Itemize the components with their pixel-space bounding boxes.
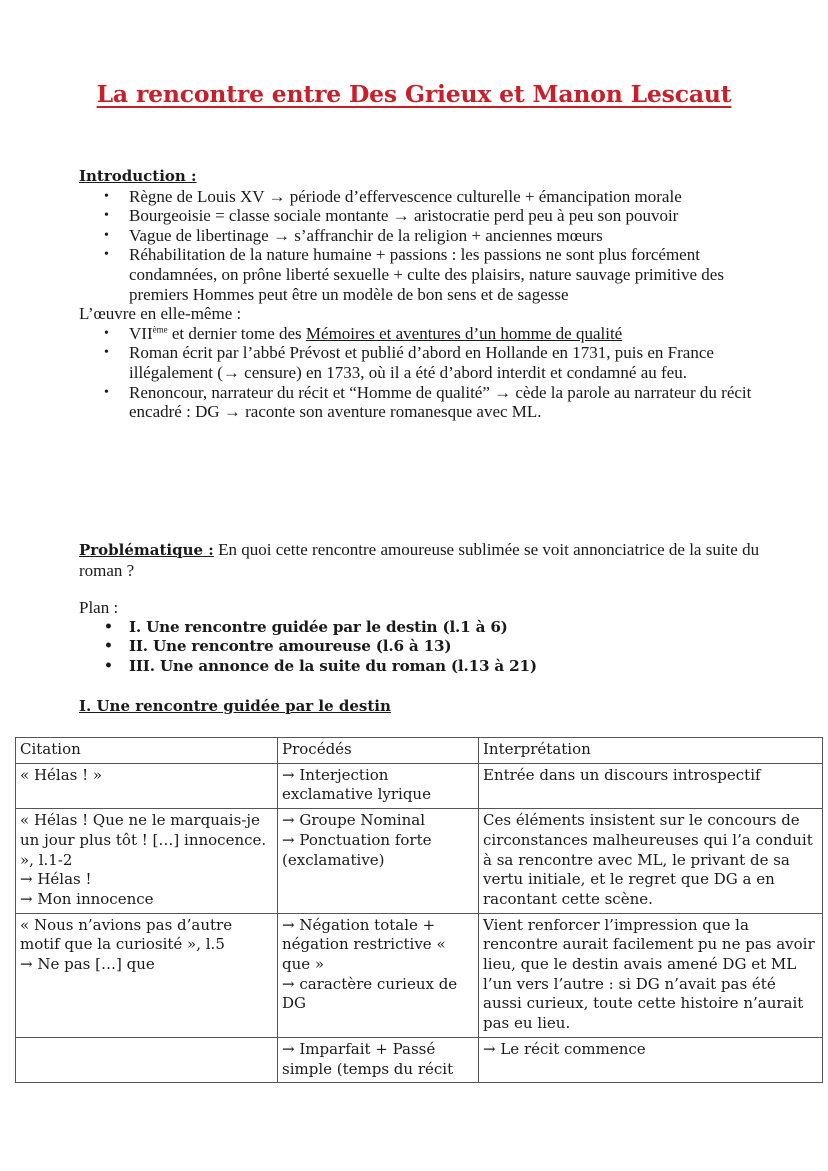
citation-cell [16,913,278,1037]
table-header-row [16,738,823,764]
introduction-section [79,167,779,422]
list-item: • Bourgeoisie = classe sociale montante → aristocratie perd peu à peu son pouvoir [129,206,779,226]
problematique-section [79,540,779,580]
analysis-table [15,737,823,1083]
plan-section [79,598,779,676]
plan-item: • II. Une rencontre amoureuse (l.6 à 13) [129,637,779,657]
volume-text: et dernier tome des [167,323,306,343]
plan-label: Plan : [79,598,119,617]
table-row [16,913,823,1037]
header-procedes: Procédés [278,738,479,764]
volume-number: VII [129,323,153,343]
list-item: • Roman écrit par l’abbé Prévost et publié d’abord en Hollande en 1731, puis en France illégalement (→ censure) en 1733, où il a été d’abord interdit et condamné au feu. [129,343,779,382]
citation-line: → Hélas ! [20,870,92,889]
citation-line: → Mon innocence [20,889,154,908]
problematique-label: Problématique : [79,541,214,559]
work-list [79,324,779,422]
work-title: Mémoires et aventures d’un homme de qualité [305,323,623,343]
procedes-cell [278,913,479,1037]
procede-line: → Négation totale + négation restrictive « que » [282,915,446,974]
list-item: • Renoncour, narrateur du récit et “Homme de qualité” → cède la parole au narrateur du récit encadré : DG → raconte son aventure romanesque avec ML. [129,383,779,422]
context-list [79,187,779,305]
table-row [16,809,823,914]
citation-line: « Nous n’avions pas d’autre motif que la curiosité », l.5 [20,915,233,954]
header-interpretation: Interprétation [479,738,823,764]
procede-line: → Interjection exclamative lyrique [282,765,431,804]
citation-line: « Hélas ! Que ne le marquais-je un jour plus tôt ! […] innocence. », l.1-2 [20,811,267,869]
table-row [16,763,823,808]
plan-list [79,618,779,677]
procede-line: → caractère curieux de DG [282,974,458,1013]
section-title: I. Une rencontre guidée par le destin [79,697,391,715]
table-row [16,1037,823,1082]
introduction-heading: Introduction : [79,167,197,185]
procede-line: → Ponctuation forte (exclamative) [282,830,432,869]
list-item: • Règne de Louis XV → période d’effervescence culturelle + émancipation morale [129,187,779,207]
citation-cell-empty [16,1037,278,1082]
list-item: • Vague de libertinage → s’affranchir de la religion + anciennes mœurs [129,226,779,246]
citation-cell [16,763,278,808]
interpretation-cell: Entrée dans un discours introspectif [479,763,823,808]
citation-line: → Ne pas […] que [20,955,155,974]
document-title: La rencontre entre Des Grieux et Manon Lescaut [96,80,732,108]
cell-spacer [282,1014,474,1033]
interpretation-cell: Ces éléments insistent sur le concours de circonstances malheureuses qui l’a conduit à sa rencontre avec ML, le privant de sa vertu initiale, et le regret que DG a en racontant cette scène. [479,809,823,914]
procede-line: → Groupe Nominal [282,811,426,830]
citation-cell [16,809,278,914]
header-citation: Citation [16,738,278,764]
plan-item: • I. Une rencontre guidée par le destin (l.1 à 6) [129,618,779,638]
procedes-cell [278,763,479,808]
interpretation-cell: → Le récit commence [479,1037,823,1082]
procedes-cell [278,809,479,914]
plan-item: • III. Une annonce de la suite du roman (l.13 à 21) [129,657,779,677]
procedes-cell [278,1037,479,1082]
citation-line: « Hélas ! » [20,765,103,784]
list-item [129,324,779,344]
interpretation-cell: Vient renforcer l’impression que la rencontre aurait facilement pu ne pas avoir lieu, que le destin avais amené DG et ML l’un vers l’autre : si DG n’avait pas été aussi curieux, toute cette histoire n’aurait pas eu lieu. [479,913,823,1037]
list-item: • Réhabilitation de la nature humaine + passions : les passions ne sont plus forcément condamnées, on prône liberté sexuelle + culte des plaisirs, nature sauvage primitive des premiers Hommes peut être un modèle de bon sens et de sagesse [129,245,779,304]
work-label: L’œuvre en elle-même : [79,304,242,324]
volume-superscript: ème [152,324,168,335]
problematique-text: En quoi cette rencontre amoureuse sublimée se voit annonciatrice de la suite du roman ? [79,540,760,580]
procede-line: → Imparfait + Passé simple (temps du récit [282,1039,454,1078]
